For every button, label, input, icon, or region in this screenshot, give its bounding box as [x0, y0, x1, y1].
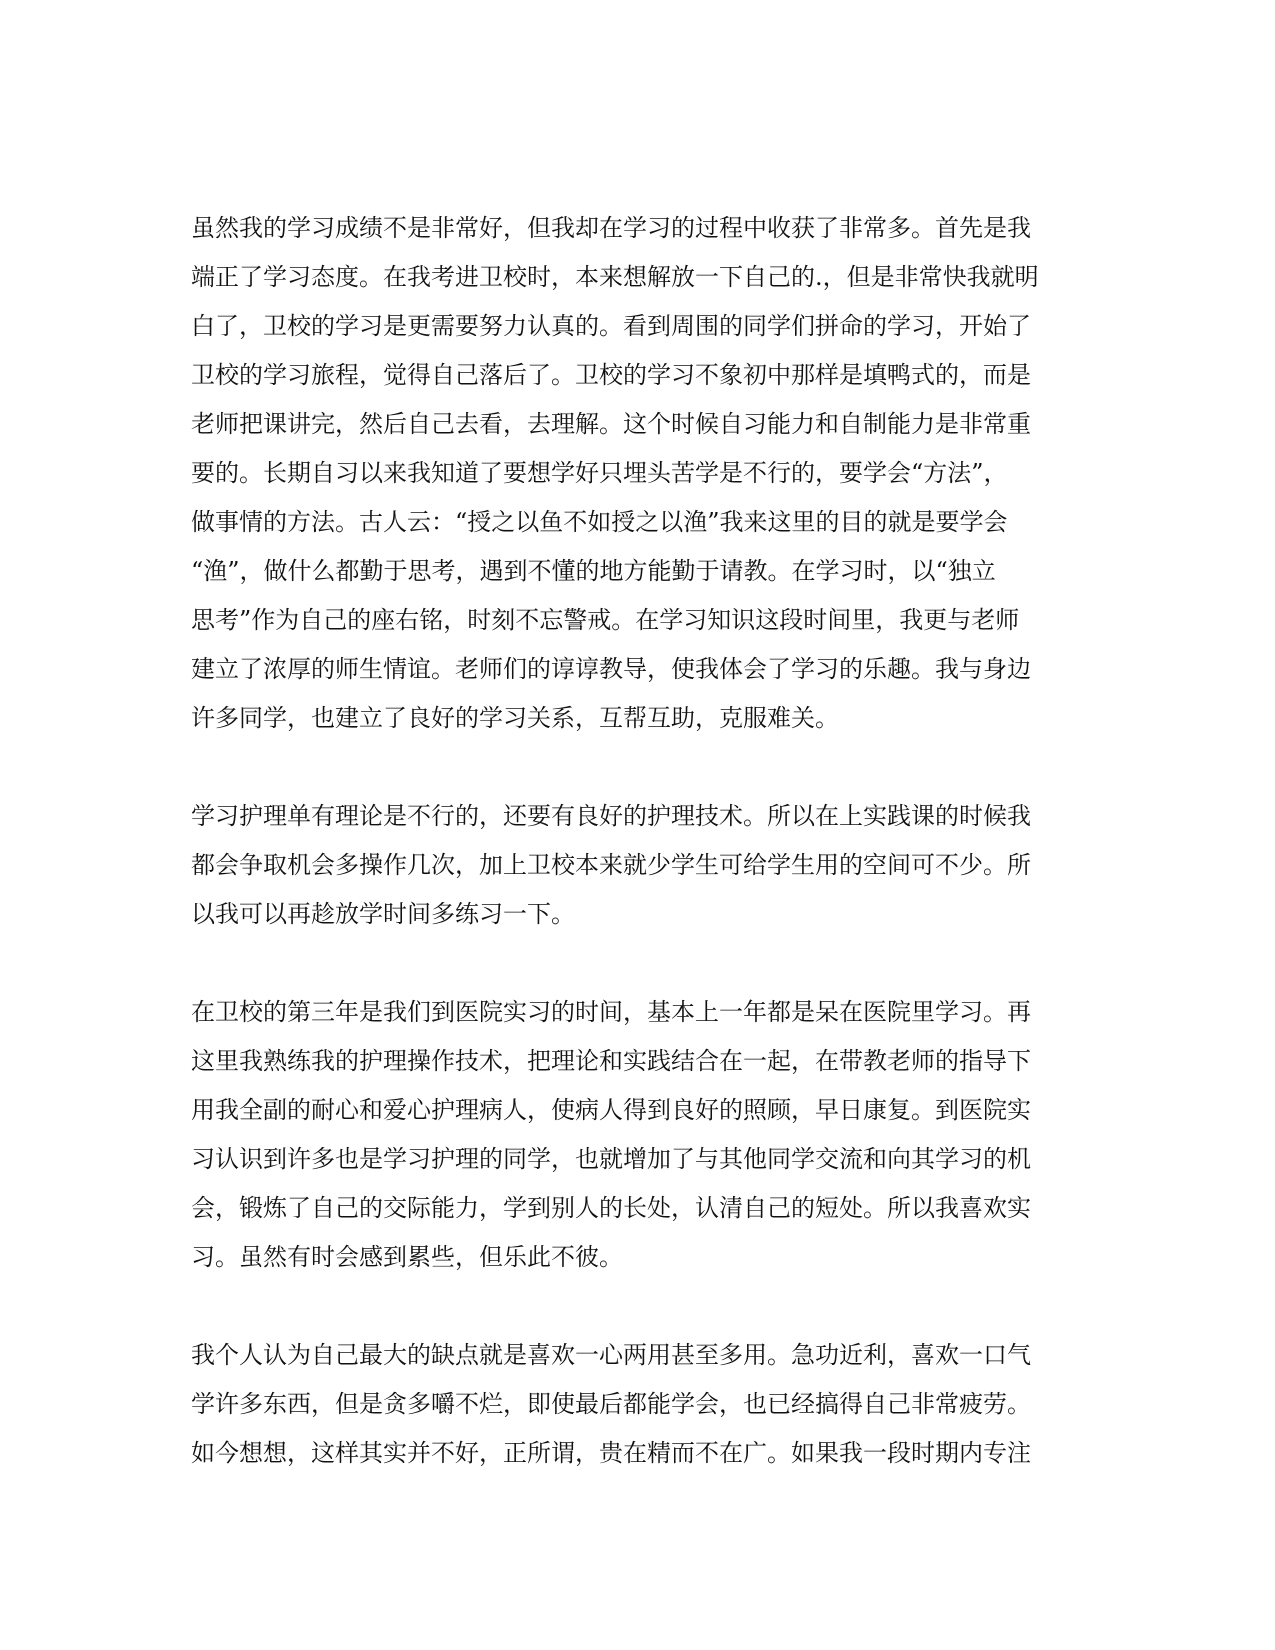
text-line: 做事情的方法。古人云：“授之以鱼不如授之以渔”我来这里的目的就是要学会: [191, 508, 1008, 536]
text-line: 老师把课讲完，然后自己去看，去理解。这个时候自习能力和自制能力是非常重: [191, 410, 1031, 438]
text-line: 都会争取机会多操作几次，加上卫校本来就少学生可给学生用的空间可不少。所: [191, 851, 1031, 879]
paragraph-3: [191, 988, 1091, 1282]
text-line: 以我可以再趁放学时间多练习一下。: [191, 900, 575, 928]
text-line: 会，锻炼了自己的交际能力，学到别人的长处，认清自己的短处。所以我喜欢实: [191, 1194, 1031, 1222]
text-line: 卫校的学习旅程，觉得自己落后了。卫校的学习不象初中那样是填鸭式的，而是: [191, 361, 1031, 389]
text-line: 许多同学，也建立了良好的学习关系，互帮互助，克服难关。: [191, 704, 839, 732]
text-line: 用我全副的耐心和爱心护理病人，使病人得到良好的照顾，早日康复。到医院实: [191, 1096, 1031, 1124]
text-line: 这里我熟练我的护理操作技术，把理论和实践结合在一起，在带教老师的指导下: [191, 1047, 1031, 1075]
paragraph-1: [191, 204, 1091, 743]
text-line: “渔”，做什么都勤于思考，遇到不懂的地方能勤于请教。在学习时，以“独立: [191, 557, 996, 585]
text-line: 思考”作为自己的座右铭，时刻不忘警戒。在学习知识这段时间里，我更与老师: [191, 606, 1020, 634]
document-body: [191, 204, 1091, 1478]
paragraph-spacer: [191, 939, 1091, 988]
text-line: 端正了学习态度。在我考进卫校时，本来想解放一下自己的.，但是非常快我就明: [191, 263, 1039, 291]
text-line: 我个人认为自己最大的缺点就是喜欢一心两用甚至多用。急功近利，喜欢一口气: [191, 1341, 1031, 1369]
text-line: 学习护理单有理论是不行的，还要有良好的护理技术。所以在上实践课的时候我: [191, 802, 1031, 830]
text-line: 建立了浓厚的师生情谊。老师们的谆谆教导，使我体会了学习的乐趣。我与身边: [191, 655, 1031, 683]
paragraph-spacer: [191, 1282, 1091, 1331]
paragraph-4: [191, 1331, 1091, 1478]
text-line: 在卫校的第三年是我们到医院实习的时间，基本上一年都是呆在医院里学习。再: [191, 998, 1031, 1026]
text-line: 虽然我的学习成绩不是非常好，但我却在学习的过程中收获了非常多。首先是我: [191, 214, 1031, 242]
text-line: 如今想想，这样其实并不好，正所谓，贵在精而不在广。如果我一段时期内专注: [191, 1439, 1031, 1467]
text-line: 白了，卫校的学习是更需要努力认真的。看到周围的同学们拼命的学习，开始了: [191, 312, 1031, 340]
text-line: 习。虽然有时会感到累些，但乐此不彼。: [191, 1243, 623, 1271]
text-line: 要的。长期自习以来我知道了要想学好只埋头苦学是不行的，要学会“方法”，: [191, 459, 1008, 487]
paragraph-spacer: [191, 743, 1091, 792]
paragraph-2: [191, 792, 1091, 939]
text-line: 习认识到许多也是学习护理的同学，也就增加了与其他同学交流和向其学习的机: [191, 1145, 1031, 1173]
text-line: 学许多东西，但是贪多嚼不烂，即使最后都能学会，也已经搞得自己非常疲劳。: [191, 1390, 1031, 1418]
